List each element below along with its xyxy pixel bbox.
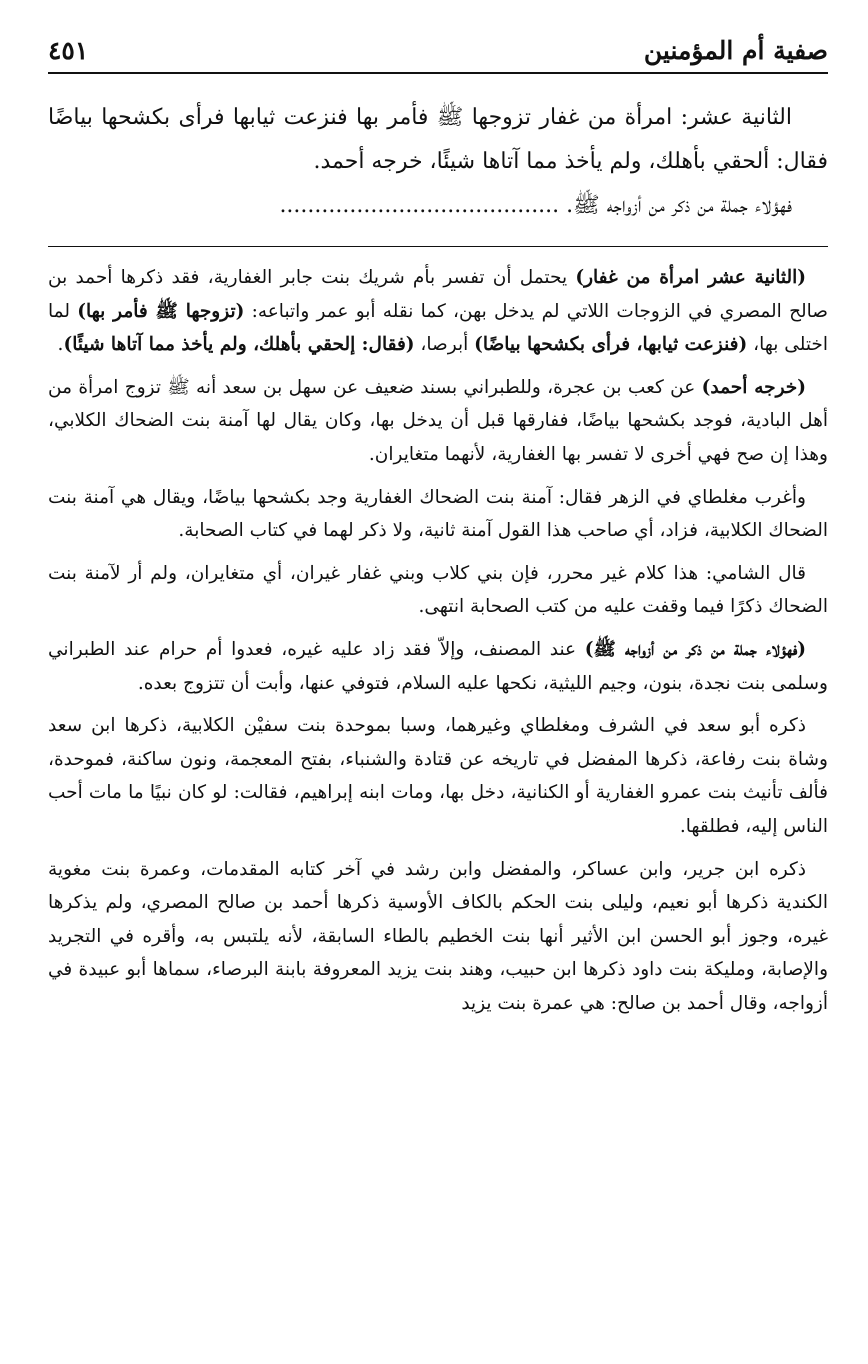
main-paragraph: الثانية عشر: امرأة من غفار تزوجها ﷺ فأمر بها فنزعت ثيابها فرأى بكشحها بياضًا فقال: ألحقي بأهلك، ولم يأخذ مما آتاها شيئًا، خرجه أحمد. (48, 105, 828, 174)
main-text (48, 96, 828, 228)
commentary-paragraph: ذكره أبو سعد في الشرف ومغلطاي وغيرهما، وسبا بموحدة بنت سفيْن الكلابية، ذكرها ابن سعد وشاة بنت رفاعة، ذكرها المفضل في تاريخه عن قتادة والشنباء، بفتح المعجمة، ونون ساكنة، فموحدة، فألف تأنيث بنت عمرو الغفارية أو الكنانية، دخل بها، ومات ابنه إبراهيم، فقالت: لو كان نبيًا ما مات أحب الناس إليه، فطلقها. (48, 715, 828, 837)
commentary-text: . (57, 334, 64, 356)
commentary-text: عن كعب بن عجرة، وللطبراني بسند ضعيف عن سهل بن سعد أنه ﷺ تزوج امرأة من أهل البادية، فوجد بكشحها بياضًا، ففارقها قبل أن يدخل بها، وكان يقال لها آمنة بنت الضحاك الكلابي، وهذا إن صح فهي أخرى لا تفسر بها الغفارية، لأنهما متغايران. (48, 376, 828, 465)
commentary-text: عند المصنف، وإلاّ فقد زاد عليه غيره، فعدوا أم حرام عند الطبراني وسلمى بنت نجدة، بنون، وجيم الليثية، نكحها عليه السلام، فتوفي عنها، وأبت أن تتزوج بعده. (48, 638, 828, 694)
quoted-lemma: (تزوجها ﷺ فأمر بها) (77, 300, 245, 322)
quoted-lemma: (فهؤلاء جملة من ذكر من أزواجه ﷺ) (584, 638, 806, 660)
main-paragraph-closing (48, 184, 828, 228)
commentary-text: أبرصا، (414, 334, 475, 356)
commentary-paragraph (48, 633, 828, 700)
quoted-lemma: (فقال: إلحقي بأهلك، ولم يأخذ مما آتاها شيئًا) (63, 334, 415, 356)
commentary-text: يحتمل أن تفسر بأم شريك بنت جابر الغفارية، فقد ذكرها أحمد بن صالح المصري في الزوجات اللاتي لم يدخل بهن، كما نقله أبو عمر واتباعه: (48, 267, 828, 322)
quoted-lemma: (خرجه أحمد) (701, 376, 806, 398)
running-title: صفية أم المؤمنين (643, 36, 828, 65)
commentary-paragraph (48, 371, 828, 472)
footnote-separator (48, 246, 828, 247)
commentary-paragraph: وأغرب مغلطاي في الزهر فقال: آمنة بنت الضحاك الغفارية وجد بكشحها بياضًا، ويقال هي آمنة بنت الضحاك الكلابية، فزاد، أي صاحب هذا القول آمنة ثانية، ولا ذكر لهما في كتاب الصحابة. (48, 486, 828, 542)
commentary-text: لما اختلى بها، (48, 300, 828, 356)
page-number: ٤٥١ (48, 36, 89, 65)
closing-sentence: فهؤلاء جملة من ذكر من أزواجه ﷺ. (566, 193, 792, 218)
commentary (48, 261, 828, 1020)
quoted-lemma: (الثانية عشر امرأة من غفار) (575, 267, 806, 288)
commentary-paragraph: قال الشامي: هذا كلام غير محرر، فإن بني كلاب وبني غفار غيران، أي متغايران، ولم أر لآمنة بنت الضحاك ذكرًا فيما وقفت عليه من كتب الصحابة انتهى. (48, 562, 828, 618)
dotted-leader: ........................................ (279, 193, 560, 218)
commentary-paragraph (48, 261, 828, 362)
page-header (48, 28, 828, 74)
commentary-paragraph: ذكره ابن جرير، وابن عساكر، والمفضل وابن رشد في آخر كتابه المقدمات، وعمرة بنت مغوية الكندية ذكرها أبو نعيم، وليلى بنت الحكم بالكاف الأوسية ذكرها أحمد بن صالح المصري، ولم يذكرها غيره، وجوز أبو الحسن ابن الأثير أنها بنت الخطيم بالطاء السابقة، لأنه يلتبس به، وأقره في التجريد والإصابة، ومليكة بنت داود ذكرها ابن حبيب، وهند بنت يزيد المعروفة بابنة البرصاء، سماها أبو عبيدة في أزواجه، وقال أحمد بن صالح: هي عمرة بنت يزيد (48, 858, 828, 1014)
quoted-lemma: (فنزعت ثيابها، فرأى بكشحها بياضًا) (474, 334, 748, 356)
